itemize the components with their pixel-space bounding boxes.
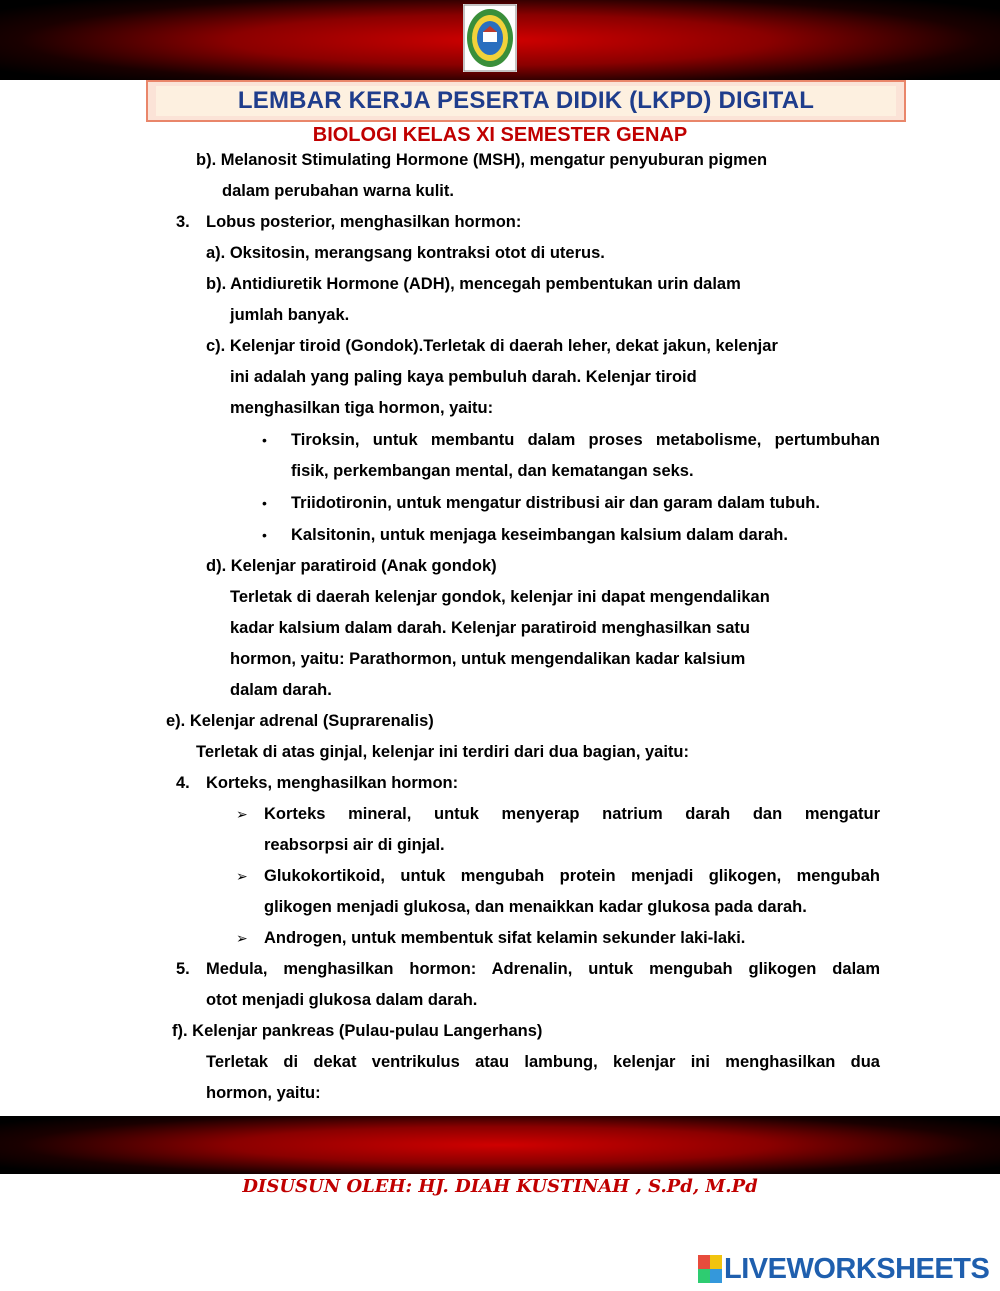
author-credit: DISUSUN OLEH: HJ. DIAH KUSTINAH , S.Pd, M.Pd <box>242 1176 758 1197</box>
text-line: b). Antidiuretik Hormone (ADH), mencegah pembentukan urin dalam <box>206 275 741 293</box>
text-line: Tiroksin, untuk membantu dalam proses metabolisme, pertumbuhan <box>291 431 880 449</box>
arrow-marker: ➢ <box>236 806 248 822</box>
text-line: fisik, perkembangan mental, dan kematangan seks. <box>291 462 694 480</box>
list-number: 4. <box>176 774 190 792</box>
text-line: b). Melanosit Stimulating Hormone (MSH), mengatur penyuburan pigmen <box>196 151 768 169</box>
text-line: Kalsitonin, untuk menjaga keseimbangan kalsium dalam darah. <box>291 526 788 544</box>
bullet-marker: • <box>262 495 267 511</box>
title-inner <box>156 86 896 116</box>
text-line: Korteks, menghasilkan hormon: <box>206 774 459 792</box>
arrow-marker: ➢ <box>236 930 248 946</box>
liveworksheets-logo[interactable] <box>698 1254 989 1284</box>
text-line: f). Kelenjar pankreas (Pulau-pulau Langerhans) <box>172 1022 543 1040</box>
list-number: 5. <box>176 960 190 978</box>
text-line: otot menjadi glukosa dalam darah. <box>206 991 478 1009</box>
text-line: Androgen, untuk membentuk sifat kelamin sekunder laki-laki. <box>264 929 746 947</box>
page-subtitle: BIOLOGI KELAS XI SEMESTER GENAP <box>312 124 688 146</box>
text-line: c). Kelenjar tiroid (Gondok).Terletak di daerah leher, dekat jakun, kelenjar <box>206 337 778 355</box>
text-line: Glukokortikoid, untuk mengubah protein menjadi glikogen, mengubah <box>264 867 880 885</box>
liveworksheets-icon <box>698 1255 722 1283</box>
text-line: Korteks mineral, untuk menyerap natrium darah dan mengatur <box>264 805 880 823</box>
text-line: a). Oksitosin, merangsang kontraksi otot di uterus. <box>206 244 605 262</box>
text-line: dalam darah. <box>230 681 332 699</box>
text-line: jumlah banyak. <box>230 306 350 324</box>
text-line: Terletak di atas ginjal, kelenjar ini terdiri dari dua bagian, yaitu: <box>196 743 690 761</box>
text-line: ini adalah yang paling kaya pembuluh darah. Kelenjar tiroid <box>230 368 697 386</box>
liveworksheets-brand: LIVEWORKSHEETS <box>724 1252 990 1285</box>
text-line: hormon, yaitu: <box>206 1084 321 1102</box>
text-line: glikogen menjadi glukosa, dan menaikkan kadar glukosa pada darah. <box>264 898 807 916</box>
school-logo <box>463 4 517 72</box>
text-line: Terletak di dekat ventrikulus atau lambung, kelenjar ini menghasilkan dua <box>206 1053 880 1071</box>
list-number: 3. <box>176 213 190 231</box>
text-line: dalam perubahan warna kulit. <box>222 182 454 200</box>
text-line: hormon, yaitu: Parathormon, untuk mengendalikan kadar kalsium <box>230 650 746 668</box>
text-line: kadar kalsium dalam darah. Kelenjar paratiroid menghasilkan satu <box>230 619 750 637</box>
text-line: Triidotironin, untuk mengatur distribusi air dan garam dalam tubuh. <box>291 494 820 512</box>
text-line: menghasilkan tiga hormon, yaitu: <box>230 399 494 417</box>
page-title: LEMBAR KERJA PESERTA DIDIK (LKPD) DIGITAL <box>237 87 815 114</box>
text-line: Terletak di daerah kelenjar gondok, kelenjar ini dapat mengendalikan <box>230 588 770 606</box>
bullet-marker: • <box>262 527 267 543</box>
text-line: Medula, menghasilkan hormon: Adrenalin, untuk mengubah glikogen dalam <box>206 960 880 978</box>
title-box <box>146 80 906 122</box>
bullet-marker: • <box>262 432 267 448</box>
text-line: reabsorpsi air di ginjal. <box>264 836 445 854</box>
text-line: e). Kelenjar adrenal (Suprarenalis) <box>166 712 434 730</box>
text-line: Lobus posterior, menghasilkan hormon: <box>206 213 522 231</box>
arrow-marker: ➢ <box>236 868 248 884</box>
text-line: d). Kelenjar paratiroid (Anak gondok) <box>206 557 497 575</box>
footer-band <box>0 1116 1000 1174</box>
